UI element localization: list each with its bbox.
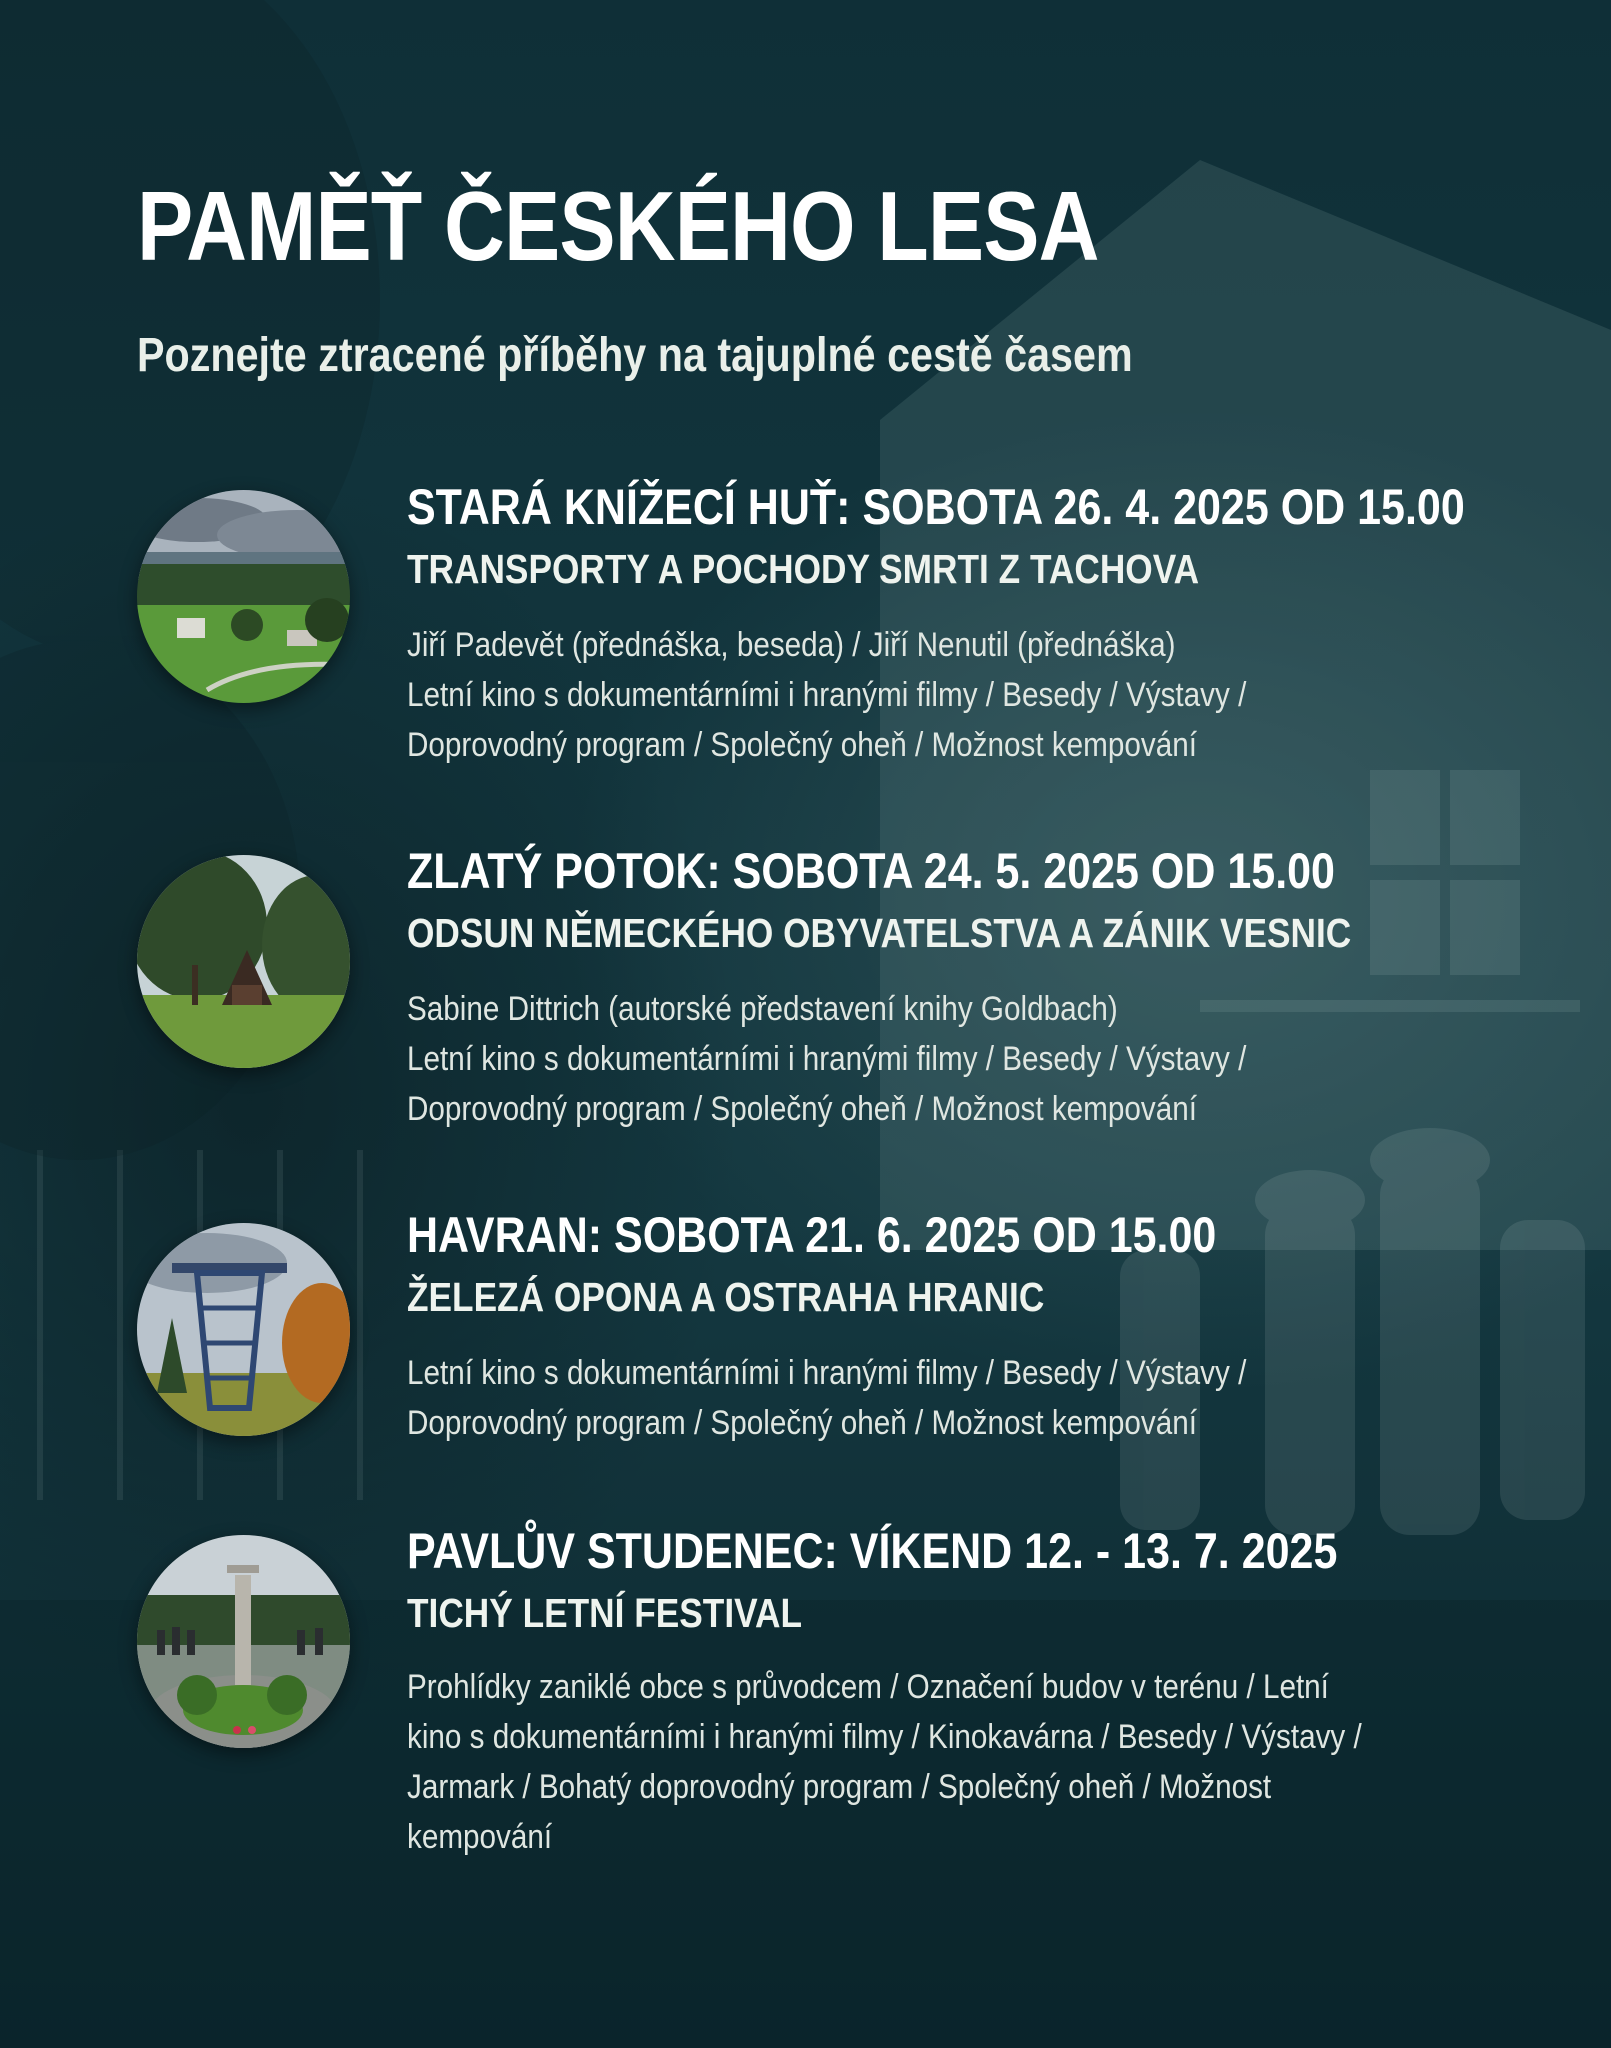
event-detail-line: Jarmark / Bohatý doprovodný program / Společný oheň / Možnost bbox=[407, 1768, 1272, 1806]
event-photo-landscape bbox=[137, 490, 350, 703]
event-subheading: TICHÝ LETNÍ FESTIVAL bbox=[407, 1590, 803, 1636]
event-photo-lookout-tower bbox=[137, 1223, 350, 1436]
event-subheading: ODSUN NĚMECKÉHO OBYVATELSTVA A ZÁNIK VESNIC bbox=[407, 910, 1352, 956]
event-detail-line: Doprovodný program / Společný oheň / Možnost kempování bbox=[407, 726, 1197, 764]
event-heading: ZLATÝ POTOK: SOBOTA 24. 5. 2025 OD 15.00 bbox=[407, 843, 1335, 899]
event-photo-memorial bbox=[137, 1535, 350, 1748]
event-detail-line: Sabine Dittrich (autorské představení knihy Goldbach) bbox=[407, 990, 1118, 1028]
event-detail-line: Letní kino s dokumentárními i hranými filmy / Besedy / Výstavy / bbox=[407, 676, 1247, 714]
event-subheading: TRANSPORTY A POCHODY SMRTI Z TACHOVA bbox=[407, 546, 1200, 592]
event-heading: PAVLŮV STUDENEC: VÍKEND 12. - 13. 7. 2025 bbox=[407, 1523, 1338, 1579]
event-detail-line: Doprovodný program / Společný oheň / Možnost kempování bbox=[407, 1090, 1197, 1128]
event-detail-line: Letní kino s dokumentárními i hranými filmy / Besedy / Výstavy / bbox=[407, 1354, 1247, 1392]
poster-subtitle: Poznejte ztracené příběhy na tajuplné cestě časem bbox=[137, 329, 1133, 382]
event-detail-line: Jiří Padevět (přednáška, beseda) / Jiří Nenutil (přednáška) bbox=[407, 626, 1176, 664]
poster-title: PAMĚŤ ČESKÉHO LESA bbox=[137, 171, 1099, 281]
event-detail-line: Letní kino s dokumentárními i hranými filmy / Besedy / Výstavy / bbox=[407, 1040, 1247, 1078]
event-heading: STARÁ KNÍŽECÍ HUŤ: SOBOTA 26. 4. 2025 OD 15.00 bbox=[407, 479, 1465, 535]
event-detail-line: kino s dokumentárními i hranými filmy / Kinokavárna / Besedy / Výstavy / bbox=[407, 1718, 1362, 1756]
event-subheading: ŽELEZÁ OPONA A OSTRAHA HRANIC bbox=[407, 1274, 1045, 1320]
event-detail-line: Doprovodný program / Společný oheň / Možnost kempování bbox=[407, 1404, 1197, 1442]
event-photo-cabin bbox=[137, 855, 350, 1068]
event-detail-line: Prohlídky zaniklé obce s průvodcem / Označení budov v terénu / Letní bbox=[407, 1668, 1329, 1706]
event-detail-line: kempování bbox=[407, 1818, 553, 1856]
event-heading: HAVRAN: SOBOTA 21. 6. 2025 OD 15.00 bbox=[407, 1207, 1217, 1263]
